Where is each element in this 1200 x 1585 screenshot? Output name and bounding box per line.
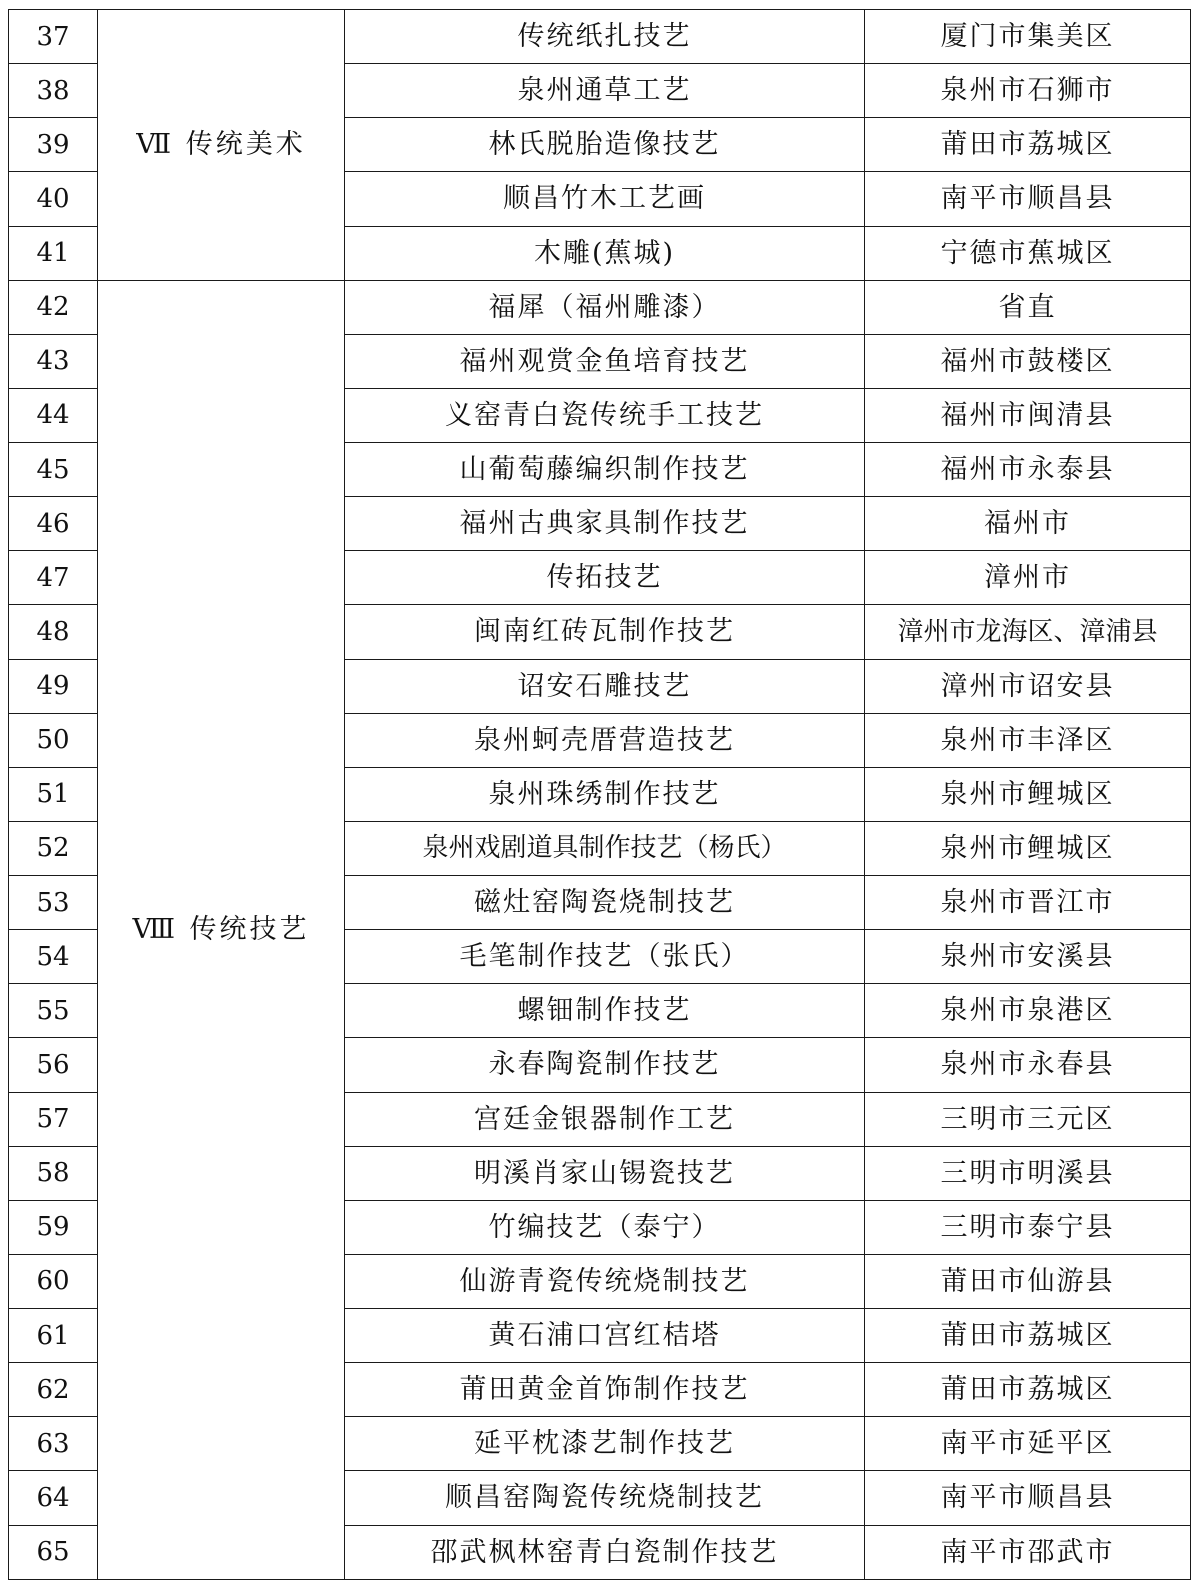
region-cell: 莆田市仙游县 xyxy=(865,1254,1191,1308)
project-name-cell: 莆田黄金首饰制作技艺 xyxy=(345,1363,865,1417)
row-number-cell: 37 xyxy=(9,10,98,64)
row-number-cell: 45 xyxy=(9,443,98,497)
table-row xyxy=(9,280,1191,334)
region-cell: 泉州市安溪县 xyxy=(865,930,1191,984)
region-cell: 漳州市龙海区、漳浦县 xyxy=(865,605,1191,659)
region-cell: 福州市永泰县 xyxy=(865,443,1191,497)
region-cell: 三明市明溪县 xyxy=(865,1146,1191,1200)
region-cell: 泉州市鲤城区 xyxy=(865,767,1191,821)
project-name-cell: 泉州通草工艺 xyxy=(345,64,865,118)
project-name-cell: 诏安石雕技艺 xyxy=(345,659,865,713)
project-name-cell: 顺昌窑陶瓷传统烧制技艺 xyxy=(345,1471,865,1525)
region-cell: 福州市鼓楼区 xyxy=(865,334,1191,388)
table-row xyxy=(9,10,1191,64)
row-number-cell: 42 xyxy=(9,280,98,334)
project-name-cell: 邵武枫林窑青白瓷制作技艺 xyxy=(345,1525,865,1579)
project-name-cell: 传统纸扎技艺 xyxy=(345,10,865,64)
row-number-cell: 40 xyxy=(9,172,98,226)
region-cell: 南平市延平区 xyxy=(865,1417,1191,1471)
project-name-cell: 福州观赏金鱼培育技艺 xyxy=(345,334,865,388)
project-name-cell: 宫廷金银器制作工艺 xyxy=(345,1092,865,1146)
region-cell: 宁德市蕉城区 xyxy=(865,226,1191,280)
project-name-cell: 黄石浦口宫红桔塔 xyxy=(345,1309,865,1363)
row-number-cell: 57 xyxy=(9,1092,98,1146)
project-name-cell: 林氏脱胎造像技艺 xyxy=(345,118,865,172)
region-cell: 三明市三元区 xyxy=(865,1092,1191,1146)
row-number-cell: 62 xyxy=(9,1363,98,1417)
region-cell: 三明市泰宁县 xyxy=(865,1200,1191,1254)
region-cell: 漳州市诏安县 xyxy=(865,659,1191,713)
project-name-cell: 仙游青瓷传统烧制技艺 xyxy=(345,1254,865,1308)
region-cell: 南平市顺昌县 xyxy=(865,1471,1191,1525)
heritage-list-table xyxy=(8,9,1191,1580)
row-number-cell: 56 xyxy=(9,1038,98,1092)
project-name-cell: 螺钿制作技艺 xyxy=(345,984,865,1038)
region-cell: 莆田市荔城区 xyxy=(865,118,1191,172)
project-name-cell: 福州古典家具制作技艺 xyxy=(345,497,865,551)
project-name-cell: 木雕(蕉城) xyxy=(345,226,865,280)
project-name-cell: 福犀（福州雕漆） xyxy=(345,280,865,334)
row-number-cell: 61 xyxy=(9,1309,98,1363)
region-cell: 南平市顺昌县 xyxy=(865,172,1191,226)
region-cell: 福州市 xyxy=(865,497,1191,551)
row-number-cell: 65 xyxy=(9,1525,98,1579)
region-cell: 莆田市荔城区 xyxy=(865,1363,1191,1417)
region-cell: 泉州市晋江市 xyxy=(865,876,1191,930)
row-number-cell: 51 xyxy=(9,767,98,821)
project-name-cell: 泉州蚵壳厝营造技艺 xyxy=(345,713,865,767)
row-number-cell: 46 xyxy=(9,497,98,551)
category-cell: Ⅶ 传统美术 xyxy=(98,10,345,281)
region-cell: 泉州市泉港区 xyxy=(865,984,1191,1038)
project-name-cell: 闽南红砖瓦制作技艺 xyxy=(345,605,865,659)
region-cell: 南平市邵武市 xyxy=(865,1525,1191,1579)
row-number-cell: 43 xyxy=(9,334,98,388)
row-number-cell: 47 xyxy=(9,551,98,605)
region-cell: 省直 xyxy=(865,280,1191,334)
row-number-cell: 48 xyxy=(9,605,98,659)
project-name-cell: 竹编技艺（泰宁） xyxy=(345,1200,865,1254)
project-name-cell: 顺昌竹木工艺画 xyxy=(345,172,865,226)
project-name-cell: 明溪肖家山锡瓷技艺 xyxy=(345,1146,865,1200)
project-name-cell: 毛笔制作技艺（张氏） xyxy=(345,930,865,984)
region-cell: 厦门市集美区 xyxy=(865,10,1191,64)
project-name-cell: 磁灶窑陶瓷烧制技艺 xyxy=(345,876,865,930)
row-number-cell: 44 xyxy=(9,388,98,442)
region-cell: 福州市闽清县 xyxy=(865,388,1191,442)
region-cell: 泉州市鲤城区 xyxy=(865,821,1191,875)
project-name-cell: 泉州珠绣制作技艺 xyxy=(345,767,865,821)
row-number-cell: 64 xyxy=(9,1471,98,1525)
category-cell: Ⅷ 传统技艺 xyxy=(98,280,345,1579)
row-number-cell: 54 xyxy=(9,930,98,984)
row-number-cell: 55 xyxy=(9,984,98,1038)
region-cell: 漳州市 xyxy=(865,551,1191,605)
row-number-cell: 39 xyxy=(9,118,98,172)
row-number-cell: 52 xyxy=(9,821,98,875)
row-number-cell: 49 xyxy=(9,659,98,713)
region-cell: 泉州市石狮市 xyxy=(865,64,1191,118)
row-number-cell: 53 xyxy=(9,876,98,930)
project-name-cell: 山葡萄藤编织制作技艺 xyxy=(345,443,865,497)
row-number-cell: 41 xyxy=(9,226,98,280)
row-number-cell: 58 xyxy=(9,1146,98,1200)
row-number-cell: 59 xyxy=(9,1200,98,1254)
region-cell: 泉州市丰泽区 xyxy=(865,713,1191,767)
project-name-cell: 永春陶瓷制作技艺 xyxy=(345,1038,865,1092)
row-number-cell: 63 xyxy=(9,1417,98,1471)
row-number-cell: 50 xyxy=(9,713,98,767)
project-name-cell: 传拓技艺 xyxy=(345,551,865,605)
project-name-cell: 义窑青白瓷传统手工技艺 xyxy=(345,388,865,442)
region-cell: 泉州市永春县 xyxy=(865,1038,1191,1092)
region-cell: 莆田市荔城区 xyxy=(865,1309,1191,1363)
row-number-cell: 38 xyxy=(9,64,98,118)
project-name-cell: 泉州戏剧道具制作技艺（杨氏） xyxy=(345,821,865,875)
project-name-cell: 延平枕漆艺制作技艺 xyxy=(345,1417,865,1471)
row-number-cell: 60 xyxy=(9,1254,98,1308)
table-body xyxy=(9,10,1191,1580)
